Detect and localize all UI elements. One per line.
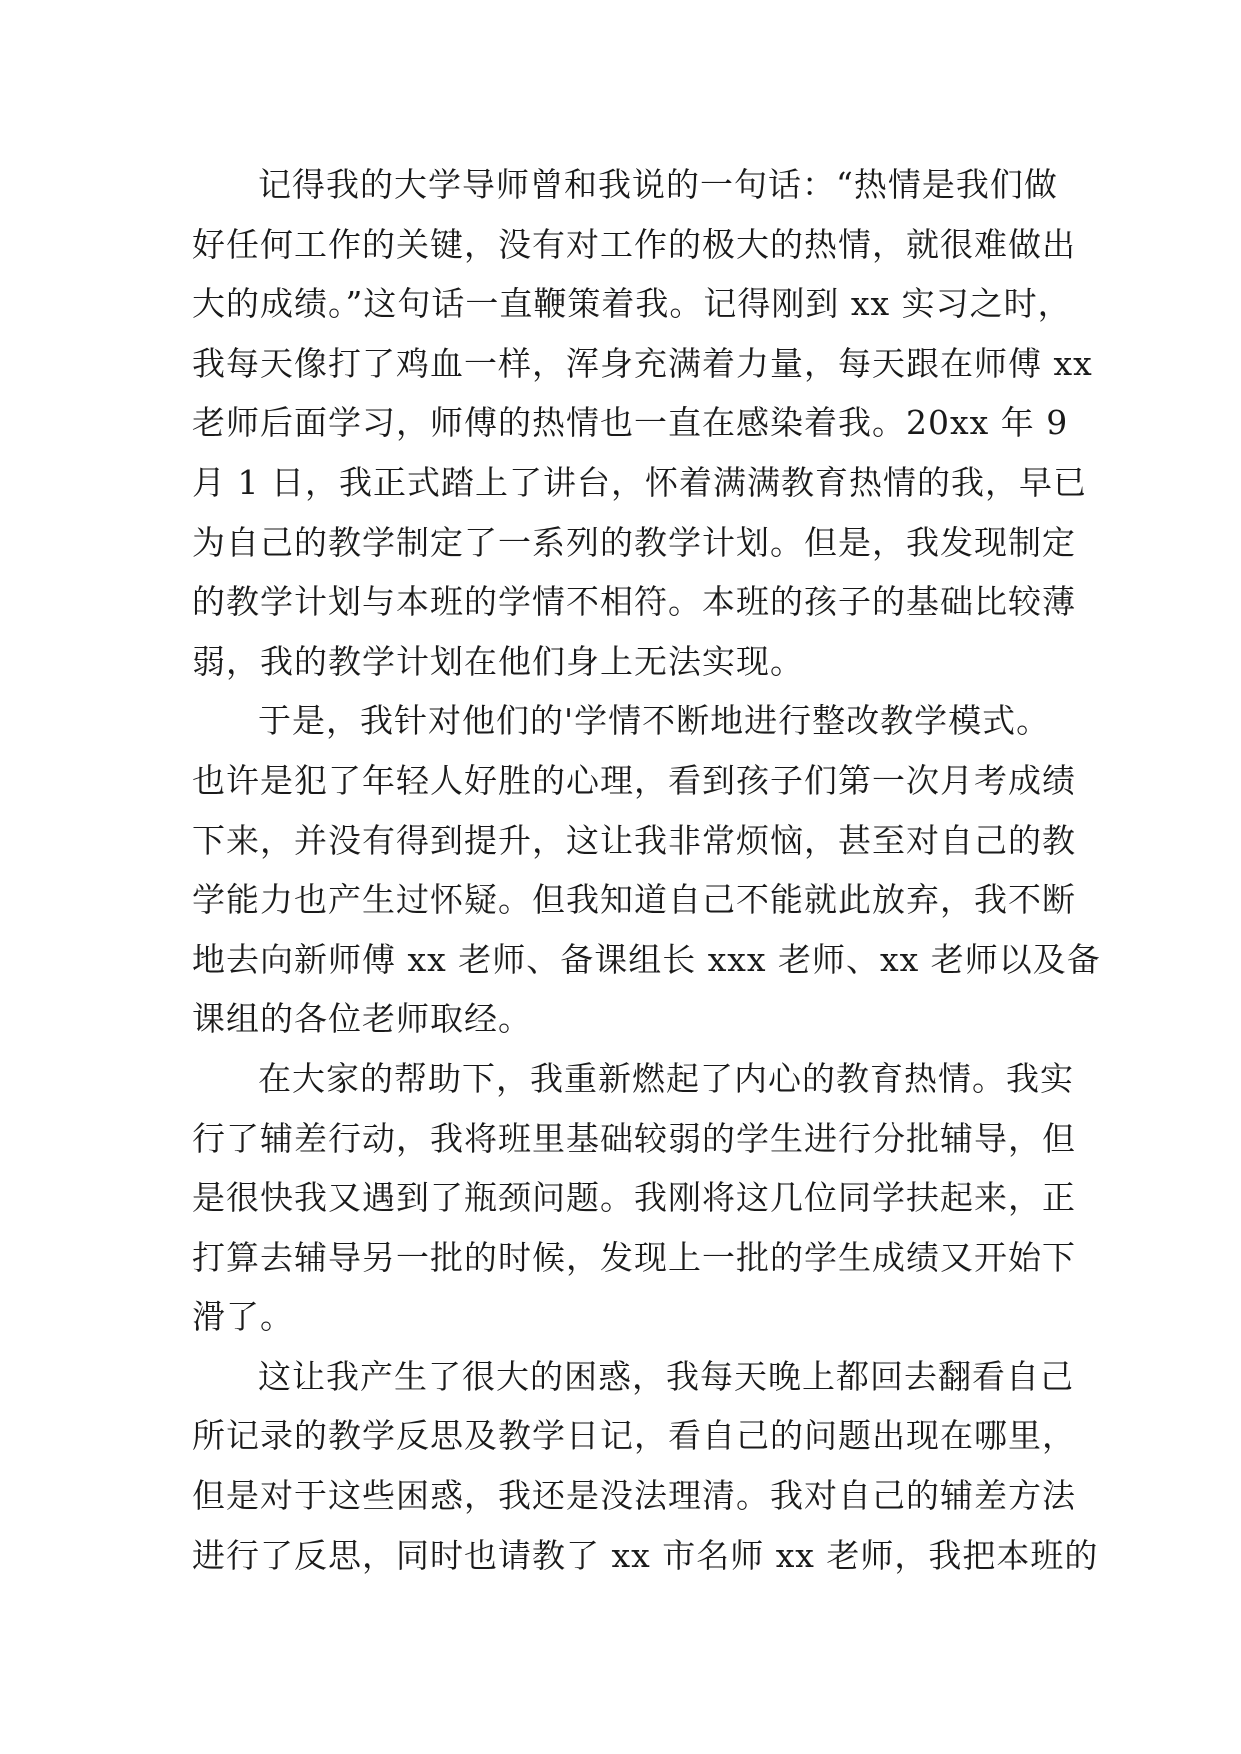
text-line: 好任何工作的关键，没有对工作的极大的热情，就很难做出 (192, 224, 1076, 264)
paragraph-2 (192, 691, 1101, 1049)
text-line: 大的成绩。”这句话一直鞭策着我。记得刚到 xx 实习之时， (192, 284, 1072, 324)
text-line: 这让我产生了很大的困惑，我每天晚上都回去翻看自己 (258, 1356, 1074, 1396)
text-line: 但是对于这些困惑，我还是没法理清。我对自己的辅差方法 (192, 1476, 1076, 1516)
text-line: 所记录的教学反思及教学日记，看自己的问题出现在哪里， (192, 1416, 1076, 1456)
text-line: 下来，并没有得到提升，这让我非常烦恼，甚至对自己的教 (192, 820, 1076, 860)
text-line: 的教学计划与本班的学情不相符。本班的孩子的基础比较薄 (192, 582, 1076, 622)
paragraph-3 (192, 1049, 1076, 1347)
text-line: 学能力也产生过怀疑。但我知道自己不能就此放弃，我不断 (192, 880, 1076, 920)
text-line: 进行了反思，同时也请教了 xx 市名师 xx 老师，我把本班的 (192, 1535, 1099, 1575)
text-line: 我每天像打了鸡血一样，浑身充满着力量，每天跟在师傅 xx (192, 343, 1093, 383)
text-line: 滑了。 (192, 1297, 294, 1337)
paragraph-1 (192, 155, 1093, 691)
text-line: 于是，我针对他们的'学情不断地进行整改教学模式。 (258, 701, 1051, 741)
text-line: 也许是犯了年轻人好胜的心理，看到孩子们第一次月考成绩 (192, 760, 1076, 800)
text-line: 老师后面学习，师傅的热情也一直在感染着我。20xx 年 9 (192, 403, 1069, 443)
text-line: 打算去辅导另一批的时候，发现上一批的学生成绩又开始下 (192, 1237, 1076, 1277)
text-line: 是很快我又遇到了瓶颈问题。我刚将这几位同学扶起来，正 (192, 1178, 1076, 1218)
paragraph-4 (192, 1347, 1099, 1585)
text-line: 地去向新师傅 xx 老师、备课组长 xxx 老师、xx 老师以及备 (192, 939, 1101, 979)
text-line: 月 1 日，我正式踏上了讲台，怀着满满教育热情的我，早已 (192, 462, 1087, 502)
text-line: 课组的各位老师取经。 (192, 999, 532, 1039)
document-body (192, 155, 1101, 1585)
text-line: 弱，我的教学计划在他们身上无法实现。 (192, 641, 804, 681)
text-line: 为自己的教学制定了一系列的教学计划。但是，我发现制定 (192, 522, 1076, 562)
text-line: 记得我的大学导师曾和我说的一句话：“热情是我们做 (258, 165, 1058, 204)
text-line: 在大家的帮助下，我重新燃起了内心的教育热情。我实 (258, 1058, 1074, 1098)
text-line: 行了辅差行动，我将班里基础较弱的学生进行分批辅导，但 (192, 1118, 1076, 1158)
